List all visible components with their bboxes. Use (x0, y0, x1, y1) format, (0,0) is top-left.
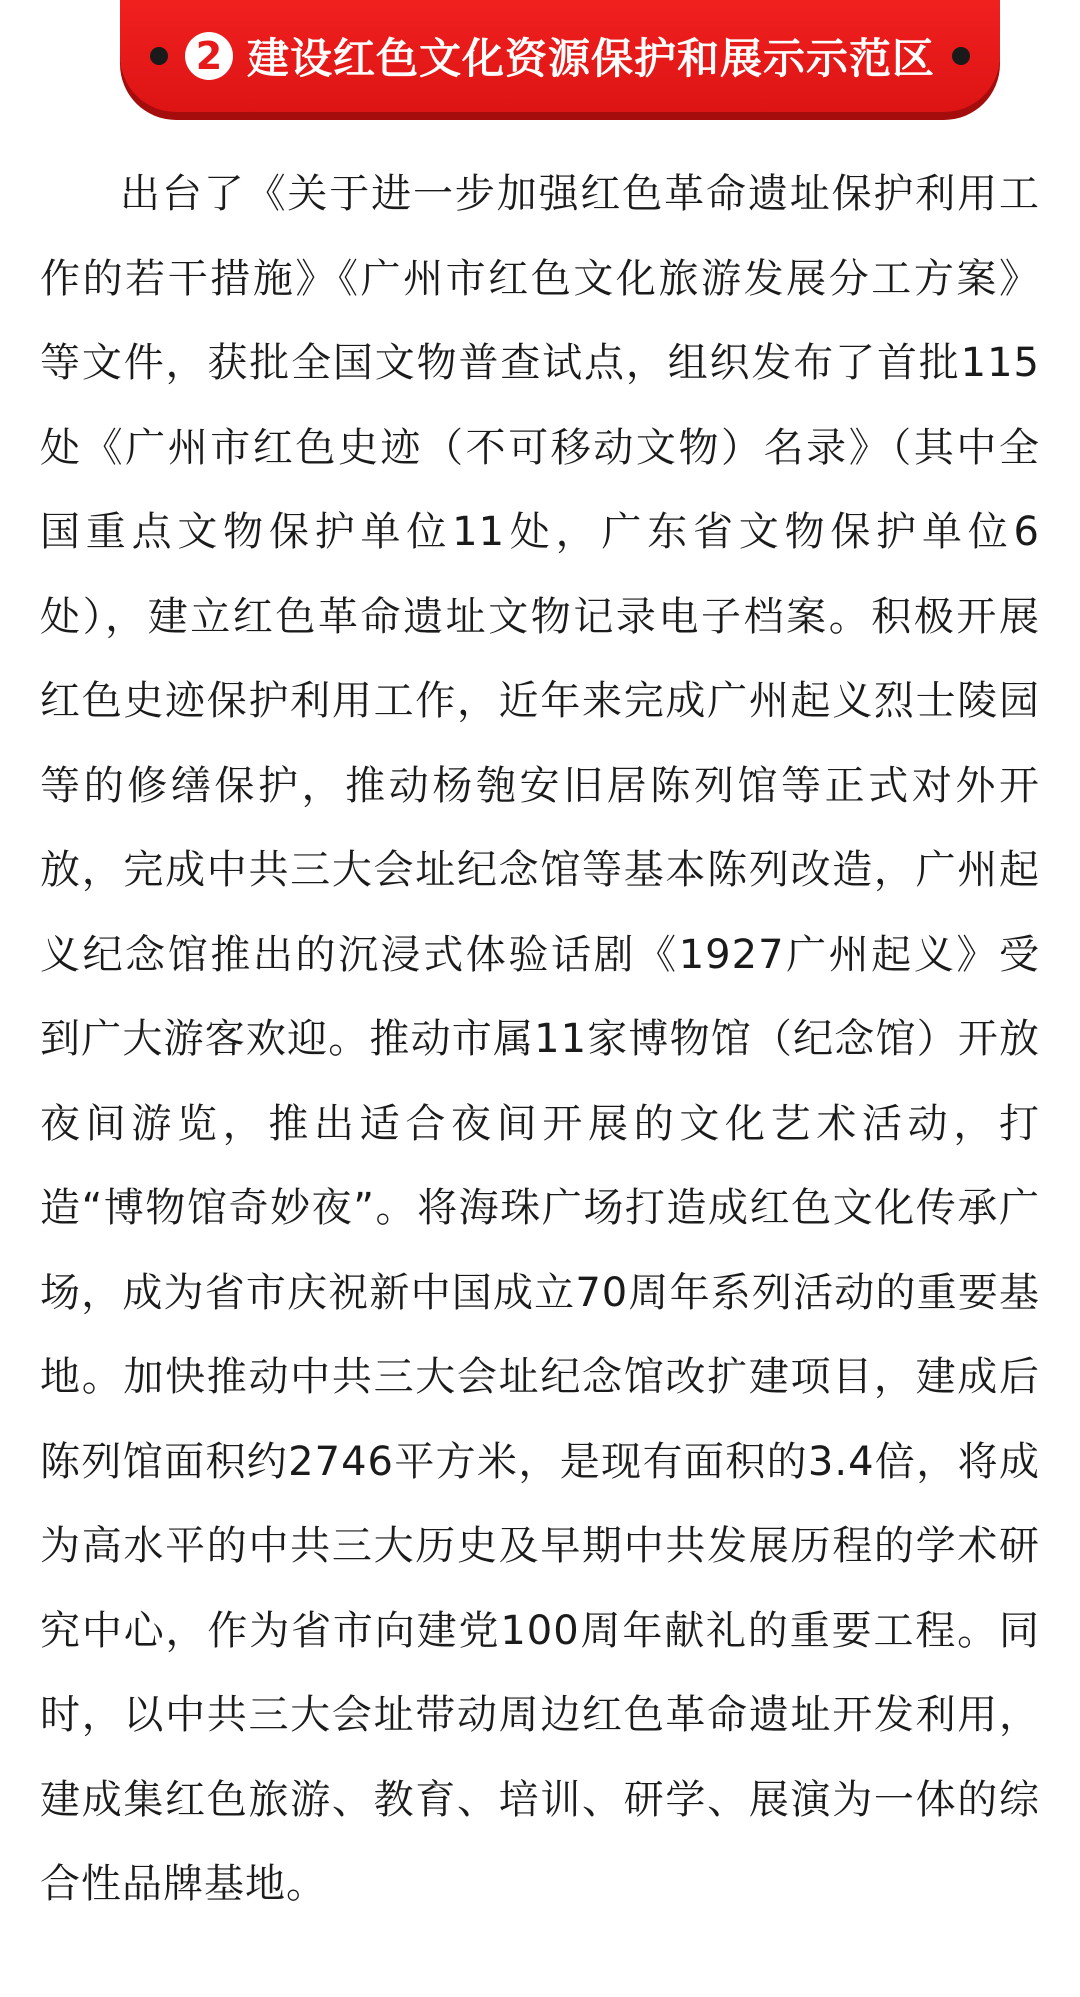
banner-content (185, 26, 935, 86)
section-header-banner (120, 0, 1000, 122)
banner-body (120, 0, 1000, 112)
body-paragraph: 出台了《关于进一步加强红色革命遗址保护利用工作的若干措施》《广州市红色文化旅游发展分工方案》等文件，获批全国文物普查试点，组织发布了首批115处《广州市红色史迹（不可移动文物）名录》（其中全国重点文物保护单位11处，广东省文物保护单位6处），建立红色革命遗址文物记录电子档案。积极开展红色史迹保护利用工作，近年来完成广州起义烈士陵园等的修缮保护，推动杨匏安旧居陈列馆等正式对外开放，完成中共三大会址纪念馆等基本陈列改造，广州起义纪念馆推出的沉浸式体验话剧《1927广州起义》受到广大游客欢迎。推动市属11家博物馆（纪念馆）开放夜间游览，推出适合夜间开展的文化艺术活动，打造“博物馆奇妙夜”。将海珠广场打造成红色文化传承广场，成为省市庆祝新中国成立70周年系列活动的重要基地。加快推动中共三大会址纪念馆改扩建项目，建成后陈列馆面积约2746平方米，是现有面积的3.4倍，将成为高水平的中共三大历史及早期中共发展历程的学术研究中心，作为省市向建党100周年献礼的重要工程。同时，以中共三大会址带动周边红色革命遗址开发利用，建成集红色旅游、教育、培训、研学、展演为一体的综合性品牌基地。 (40, 171, 1040, 1907)
left-dot-decoration (150, 47, 168, 65)
section-title: 建设红色文化资源保护和展示示范区 (246, 34, 935, 83)
right-dot-decoration (952, 47, 970, 65)
section-number-badge: 2 (185, 32, 233, 80)
